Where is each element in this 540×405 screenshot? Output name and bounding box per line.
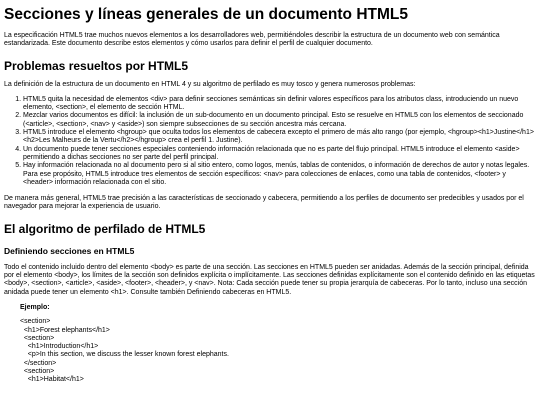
subsection-heading-defining: Definiendo secciones en HTML5 — [4, 245, 135, 256]
defining-paragraph: Todo el contenido incluido dentro del elemento <body> es parte de una sección. Las secciones en HTML5 pueden ser anidadas. Además de la sección principal, definida por el elemento <body>, los límites de la sección son definidos explícita o implícitamente. Las secciones definidas explícitamente son el contenido definido en las etiquetas <body>, <section>, <article>, <aside>, <footer>, <header>, y <nav>. Nota: Cada sección puede tener su propia jerarquía de cabeceras. Por lo tanto, incluso una sección anidada puede tener un elemento <h1>. Consulte también Definiendo cabeceras en HTML5. — [4, 263, 535, 296]
example-block — [4, 304, 536, 385]
example-label-line — [20, 304, 536, 312]
intro-paragraph: La especificación HTML5 trae muchos nuevos elementos a los desarrolladores web, permitiéndoles describir la estructura de un documento web con semántica estandarizada. Este documento describe estos elementos y cómo usarlos para definir el perfil de cualquier documento. — [4, 32, 500, 48]
problems-list — [4, 96, 536, 187]
page-title: Secciones y líneas generales de un documento HTML5 — [4, 6, 408, 23]
example-code: <section> <h1>Forest elephants</h1> <section> <h1>Introduction</h1> <p>In this section, we discuss the lesser known forest elephants. </section> <section> <h1>Habitat</h1> — [20, 318, 229, 384]
list-item: 2. Mezclar varios documentos es difícil: la inclusión de un sub-documento en un documento principal. Esto se resuelve en HTML5 con los elementos de seccionado (<article>, <section>, <nav> y <aside>) son siempre subsecciones de su sección ancestra más cercana. — [23, 112, 536, 129]
list-item: 1. HTML5 quita la necesidad de elementos <div> para definir secciones semánticas sin definir valores específicos para los atributos class, introduciendo un nuevo elemento, <section>, el elemento de sección HTML. — [23, 96, 536, 113]
problems-conclusion: De manera más general, HTML5 trae precisión a las características de seccionado y cabecera, permitiendo a los perfiles de documento ser predecibles y usados por el navegador para mejorar la experiencia de usuario. — [4, 195, 524, 211]
problems-intro: La definición de la estructura de un documento en HTML 4 y su algoritmo de perfilado es muy tosco y genera numerosos problemas: — [4, 80, 416, 88]
example-label-colon: : — [47, 303, 50, 311]
example-label: Ejemplo — [20, 303, 48, 311]
list-item: 3. HTML5 introduce el elemento <hgroup> que oculta todos los elementos de cabecera excepto el primero de más alto rango (por ejemplo, <hgroup><h1>Justine</h1><h2>Les Malheurs de la Vertu</h2></hgroup> crea el perfil 1. Justine). — [23, 129, 536, 146]
section-heading-algorithm: El algoritmo de perfilado de HTML5 — [4, 221, 206, 236]
section-heading-problems: Problemas resueltos por HTML5 — [4, 58, 189, 73]
list-item: 5. Hay información relacionada no al documento pero si al sitio entero, como logos, menús, tablas de contenidos, o información de derechos de autor y notas legales. Para ese propósito, HTML5 introduce tres elementos de sección específicos: <nav> para colecciones de enlaces, como una tabla de contenidos, <footer> y <header> información relacionada con el sitio. — [23, 162, 536, 187]
list-item: 4. Un documento puede tener secciones especiales conteniendo información relacionada que no es parte del flujo principal. HTML5 introduce el elemento <aside> permitiendo a dichas secciones no ser parte del perfil principal. — [23, 146, 536, 163]
